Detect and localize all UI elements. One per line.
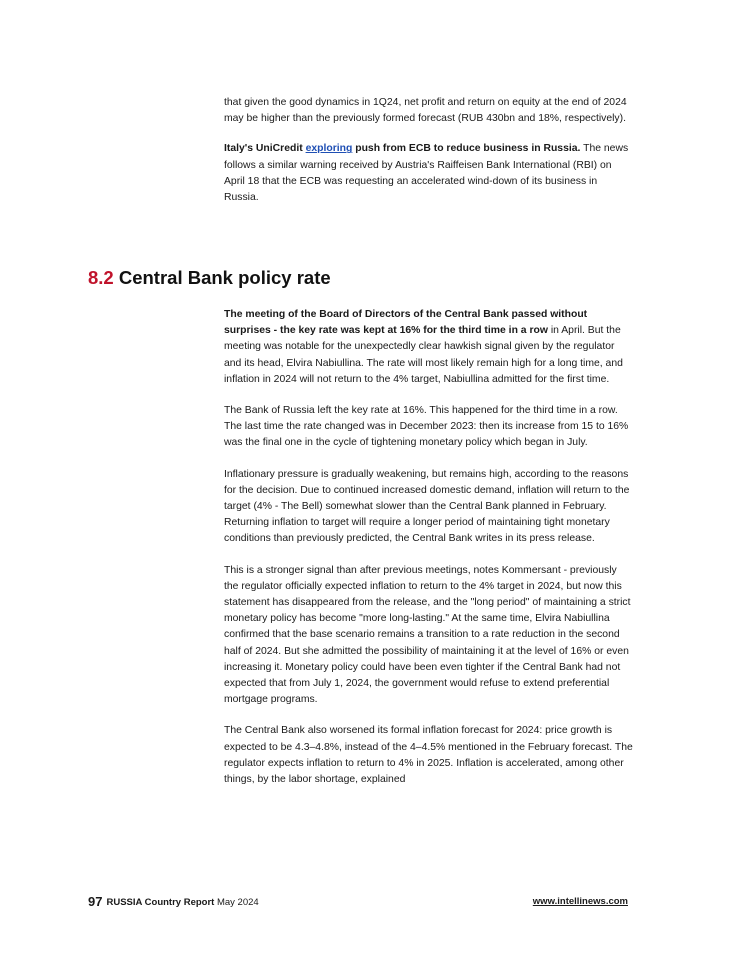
section-title: Central Bank policy rate [118, 267, 331, 288]
section-number: 8.2 [88, 267, 114, 288]
section-heading [88, 266, 331, 290]
intro-block [224, 95, 634, 206]
intro-paragraph-2 [224, 141, 634, 206]
report-name: RUSSIA Country Report [106, 897, 215, 908]
body-paragraph-2: The Bank of Russia left the key rate at 16%. This happened for the third time in a row. The last time the rate changed was in December 2023: then its increase from 15 to 16% was the final one in the cycle of tightening monetary policy which began in July. [224, 405, 629, 449]
exploring-link[interactable]: exploring [305, 143, 353, 155]
unicredit-story-text: The news follows a similar warning received by Austria's Raiffeisen Bank International (RBI) on April 18 that the ECB was requesting an accelerated wind-down of its business in Russia. [224, 143, 629, 204]
body-paragraph-1-text: in April. But the meeting was notable for the unexpectedly clear hawkish signal given by the regulator and its head, Elvira Nabiullina. The rate will most likely remain high for a long time, and inflation in 2024 will not return to the 4% target, Nabiullina admitted for the first time. [224, 325, 623, 385]
report-date: May 2024 [214, 897, 259, 908]
body-paragraph-5: The Central Bank also worsened its formal inflation forecast for 2024: price growth is expected to be 4.3–4.8%, instead of the 4–4.5% mentioned in the February forecast. The regulator expects inflation to return to 4% in 2025. Inflation is accelerated, among other things, by the labor shortage, explained [224, 725, 633, 786]
section-body [224, 307, 634, 788]
intro-paragraph-1: that given the good dynamics in 1Q24, net profit and return on equity at the end of 2024 may be higher than the previously formed forecast (RUB 430bn and 18%, respectively). [224, 97, 627, 125]
body-paragraph-1-lead: The meeting of the Board of Directors of the Central Bank passed without surprises - the key rate was kept at 16% for the third time in a row [224, 309, 588, 337]
body-paragraph-3: Inflationary pressure is gradually weakening, but remains high, according to the reasons for the decision. Due to continued increased domestic demand, inflation will return to the target (4% - The Bell) somewhat slower than the Central Bank planned in February. Returning inflation to target will require a longer period of maintaining tight monetary conditions than previously predicted, the Central Bank writes in its press release. [224, 468, 630, 545]
website-link[interactable]: www.intellinews.com [532, 896, 628, 907]
unicredit-headline-end: push from ECB to reduce business in Russia. [352, 143, 581, 155]
footer-left [88, 895, 259, 910]
body-paragraph-4: This is a stronger signal than after previous meetings, notes Kommersant - previously the regulator officially expected inflation to return to the 4% target in 2024, but now this statement has disappeared from the release, and the "long period" of maintaining a strict monetary policy has become "more long-lasting." At the same time, Elvira Nabiullina confirmed that the base scenario remains a transition to a rate reduction in the second half of 2024. But she admitted the possibility of maintaining it at the level of 16% or even increasing it. Monetary policy could have been even tighter if the Central Bank had not expected that from July 1, 2024, the government would refuse to extend preferential mortgage programs. [224, 564, 631, 706]
page-number: 97 [88, 894, 103, 909]
unicredit-headline-lead: Italy's UniCredit [224, 143, 306, 155]
body-paragraph-1 [224, 307, 634, 388]
